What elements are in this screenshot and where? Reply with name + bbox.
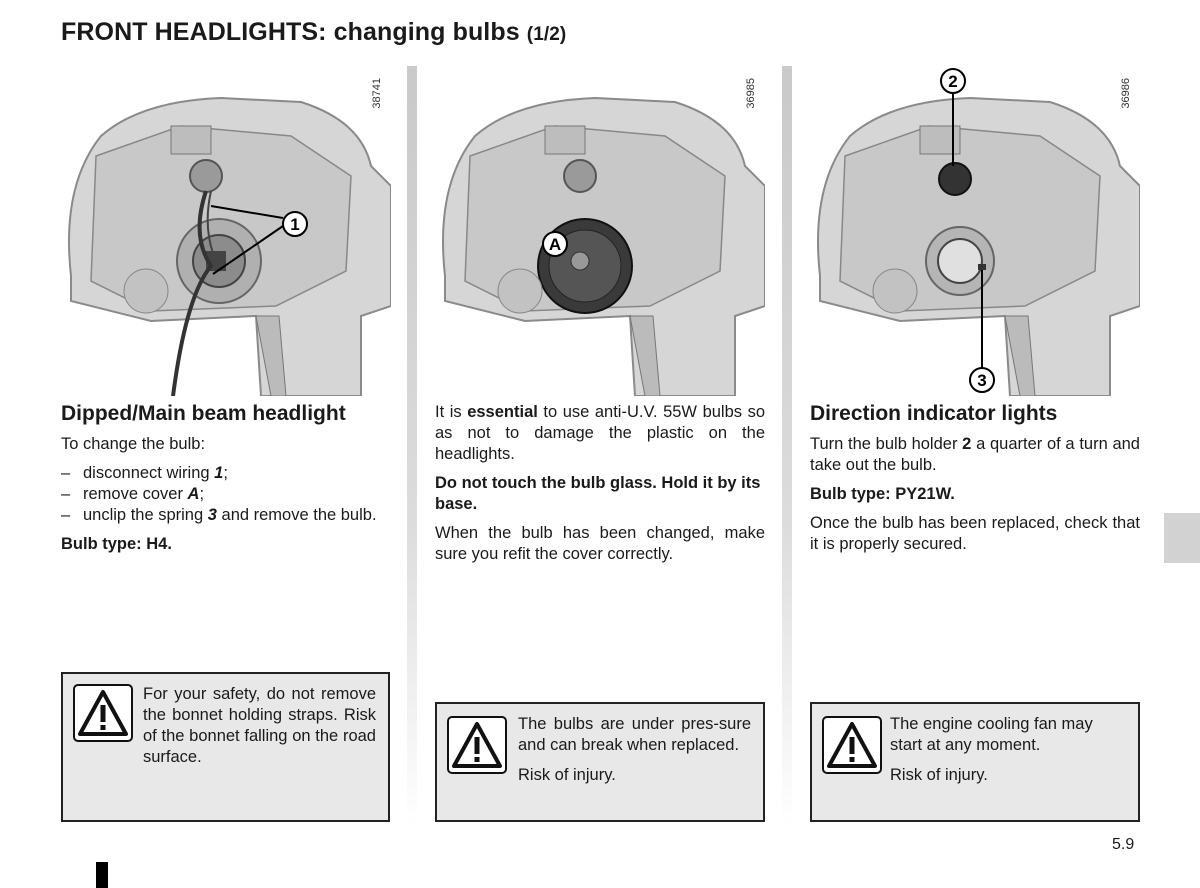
callout-3: 3: [977, 371, 987, 390]
column-divider: [782, 66, 792, 826]
indicator-illustration: [810, 66, 1140, 396]
list-item: – remove cover A;: [61, 485, 205, 503]
title-main: FRONT HEADLIGHTS: changing bulbs: [61, 18, 520, 46]
column-headlight: [61, 66, 391, 563]
refit-cover-note: When the bulb has been changed, make sure you refit the cover correctly.: [435, 524, 765, 563]
warning-triangle-icon: [73, 684, 133, 742]
steps-list: [61, 463, 391, 526]
intro-text: To change the bulb:: [61, 435, 206, 453]
bulb-type: Bulb type: H4.: [61, 535, 172, 553]
page-edge-marker: [96, 862, 108, 888]
warning-triangle-icon: [447, 716, 507, 774]
warning-risk-text: Risk of injury.: [890, 766, 988, 784]
turn-holder-text: Turn the bulb holder 2 a quarter of a turn and take out the bulb.: [810, 435, 1140, 474]
page-number: 5.9: [1112, 836, 1135, 853]
warning-risk-text: Risk of injury.: [518, 766, 616, 784]
warning-text: The bulbs are under pres-sure and can break when replaced.: [518, 715, 751, 754]
warning-box: [61, 672, 390, 822]
headlight-rear-figure: [61, 66, 391, 396]
warning-box: [810, 702, 1140, 822]
figure-reference-number: 36985: [745, 78, 757, 109]
headlight-illustration: [61, 66, 391, 396]
indicator-figure: [810, 66, 1140, 396]
column-bulb-notes: [435, 66, 765, 573]
headlight-cover-illustration: [435, 66, 765, 396]
warning-text: The engine cooling fan may start at any moment.: [890, 715, 1093, 754]
title-part: (1/2): [526, 24, 567, 45]
secure-text: Once the bulb has been replaced, check that it is properly secured.: [810, 514, 1140, 553]
page-title: [61, 18, 566, 47]
callout-a: A: [548, 235, 562, 254]
do-not-touch-note: Do not touch the bulb glass. Hold it by its base.: [435, 474, 761, 513]
figure-reference-number: 36986: [1120, 78, 1132, 109]
uv-bulb-note: It is essential to use anti-U.V. 55W bulbs so as not to damage the plastic on the headlights.: [435, 403, 765, 463]
column-indicator: [810, 66, 1140, 563]
figure-reference-number: 38741: [371, 78, 383, 109]
list-item: – unclip the spring 3 and remove the bulb.: [61, 506, 377, 524]
warning-text-block: [518, 714, 751, 786]
callout-1: 1: [290, 215, 300, 234]
warning-box: [435, 702, 765, 822]
warning-triangle-icon: [822, 716, 882, 774]
bulb-type: Bulb type: PY21W.: [810, 485, 955, 503]
section-heading: Dipped/Main beam headlight: [61, 402, 346, 425]
callout-2: 2: [948, 72, 958, 91]
section-tab: [1164, 513, 1200, 563]
column-divider: [407, 66, 417, 826]
section-heading: Direction indicator lights: [810, 402, 1058, 425]
headlight-cover-figure: [435, 66, 765, 396]
warning-text: For your safety, do not remove the bonnet holding straps. Risk of the bonnet falling on the road surface.: [143, 685, 376, 766]
list-item: – disconnect wiring 1;: [61, 464, 228, 482]
warning-text-block: [890, 714, 1126, 786]
